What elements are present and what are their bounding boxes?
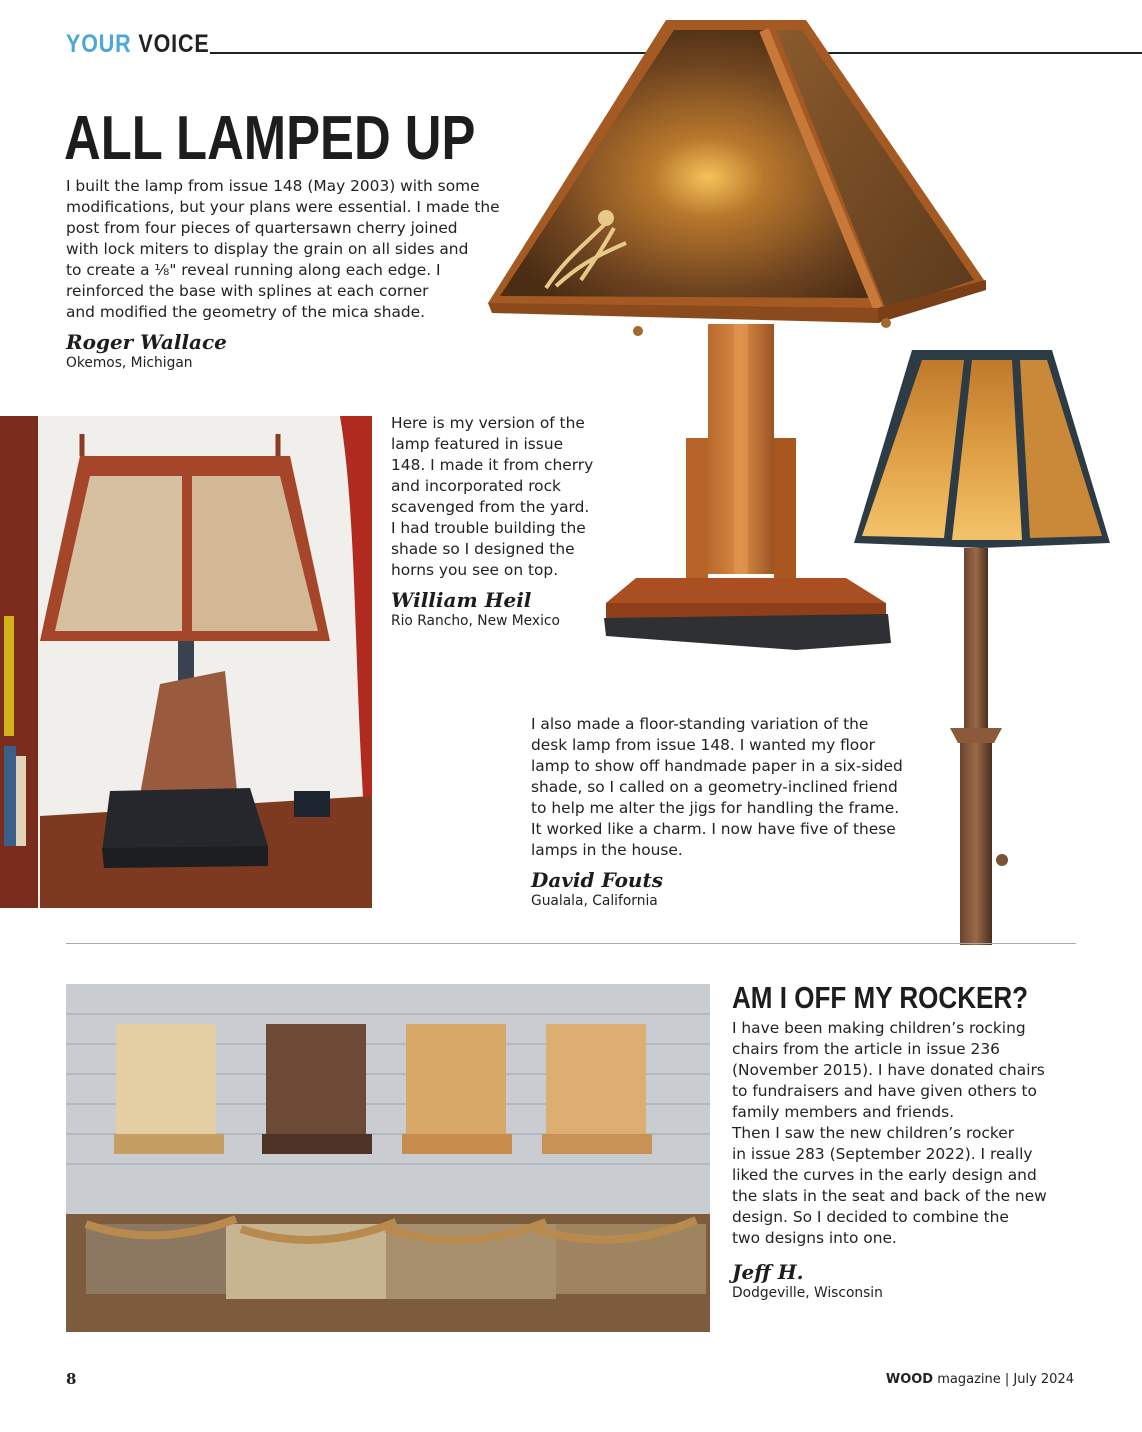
letter-body-roger: I built the lamp from issue 148 (May 2003) with some modifications, but your plans were essential. I made the post from four pieces of quartersawn cherry joined with lock miters to display the grain on all sides and to create a ⅛" reveal running along each edge. I reinforced the base with splines at each corner and modified the geometry of the mica shade.: [66, 177, 500, 321]
page-number: 8: [66, 1370, 77, 1388]
letter-author-william: William Heil: [391, 588, 532, 612]
magazine-issue: magazine | July 2024: [933, 1372, 1074, 1387]
rocker-headline: AM I OFF MY ROCKER?: [732, 980, 1029, 1015]
section-label: [66, 30, 210, 59]
magazine-footer: [886, 1372, 1074, 1387]
rock-lamp-photo: [0, 416, 372, 908]
letter-location-jeff: Dodgeville, Wisconsin: [732, 1285, 883, 1301]
letter-author-david: David Fouts: [531, 868, 663, 892]
section-label-your: YOUR: [66, 30, 132, 58]
section-label-voice: VOICE: [138, 30, 210, 58]
letter-author-roger: Roger Wallace: [66, 330, 227, 354]
rocking-chairs-photo: [66, 984, 710, 1332]
letter-body-william: Here is my version of the lamp featured in issue 148. I made it from cherry and incorporated rock scavenged from the yard. I had trouble building the shade so I designed the horns you see on top.: [391, 414, 594, 579]
letter-body-david: I also made a floor-standing variation of the desk lamp from issue 148. I wanted my floor lamp to show off handmade paper in a six-sided shade, so I called on a geometry-inclined friend to help me alter the jigs for handling the frame. It worked like a charm. I now have five of these lamps in the house.: [531, 715, 903, 859]
letter-author-jeff: Jeff H.: [732, 1260, 804, 1284]
letter-location-roger: Okemos, Michigan: [66, 355, 193, 371]
letter-location-david: Gualala, California: [531, 893, 658, 909]
letter-location-william: Rio Rancho, New Mexico: [391, 613, 560, 629]
page-headline: ALL LAMPED UP: [64, 104, 476, 173]
section-divider: [66, 943, 1076, 944]
magazine-name: WOOD: [885, 1372, 934, 1387]
letter-body-jeff: I have been making children’s rocking chairs from the article in issue 236 (November 2015). I have donated chairs to fundraisers and have given others to family members and friends. Then I saw the new children’s rocker in issue 283 (September 2022). I really liked the curves in the early design and the slats in the seat and back of the new design. So I decided to combine the two designs into one.: [732, 1019, 1047, 1247]
